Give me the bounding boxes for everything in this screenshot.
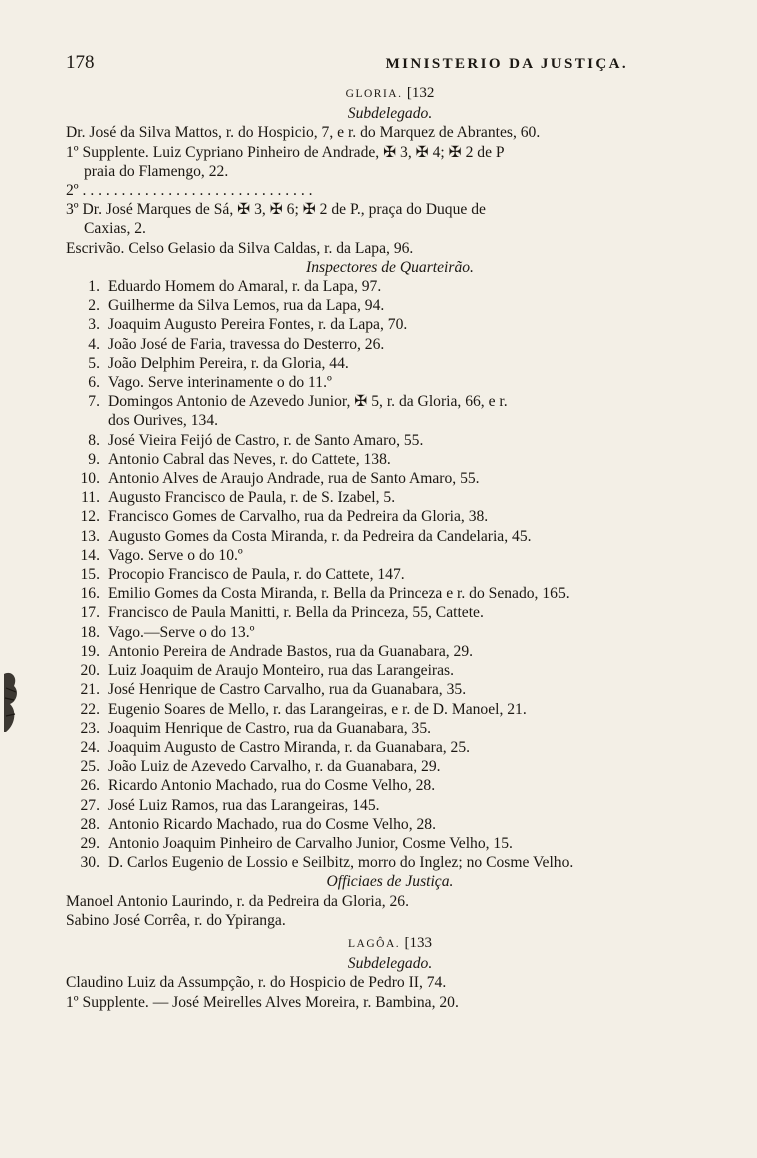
entry-number: 13. [80, 527, 100, 545]
entry-number: 27. [80, 796, 100, 814]
entry-number: 26. [80, 777, 100, 795]
parish-name: GLORIA. [345, 88, 403, 100]
subdelegado-block [66, 123, 714, 238]
entry-number: 28. [80, 815, 100, 833]
text-line: Sabino José Corrêa, r. do Ypiranga. [66, 911, 286, 929]
inspector-entry [66, 834, 714, 853]
inspector-entry [66, 584, 714, 603]
entry-number: 30. [80, 854, 100, 872]
inspector-entry [66, 507, 714, 526]
text-line: praia do Flamengo, 22. [84, 162, 229, 180]
inspector-entry [66, 335, 714, 354]
entry-text: Ricardo Antonio Machado, rua do Cosme Velho, 28. [108, 777, 436, 795]
inspector-entry [66, 776, 714, 795]
inspector-entry [66, 642, 714, 661]
inspector-entry [66, 527, 714, 546]
entry-number: 21. [80, 681, 100, 699]
text-line: Dr. José da Silva Mattos, r. do Hospicio, 7, e r. do Marquez de Abrantes, 60. [66, 124, 541, 142]
entry-text: João José de Faria, travessa do Desterro, 26. [108, 335, 385, 353]
entry-text: Eduardo Homem do Amaral, r. da Lapa, 97. [108, 278, 382, 296]
parish-number: [132 [406, 85, 435, 101]
inspector-entry [66, 450, 714, 469]
inspector-entry [66, 296, 714, 315]
entry-number: 4. [88, 335, 100, 353]
inspector-entry [66, 757, 714, 776]
entry-text: José Vieira Feijó de Castro, r. de Santo Amaro, 55. [108, 431, 424, 449]
entry-number: 2. [88, 297, 100, 315]
entry-number: 11. [81, 489, 100, 507]
inspector-entry [66, 488, 714, 507]
entry-text: Antonio Cabral das Neves, r. do Cattete, 138. [108, 450, 391, 468]
inspectores-list [66, 277, 714, 872]
entry-text: Vago. Serve interinamente o do 11.º [108, 374, 332, 392]
inspector-entry [66, 546, 714, 565]
entry-number: 19. [80, 642, 100, 660]
inspector-entry [66, 700, 714, 719]
document-page [66, 52, 714, 1012]
inspector-entry [66, 315, 714, 334]
inspectores-heading: Inspectores de Quarteirão. [306, 258, 474, 276]
inspector-entry [66, 853, 714, 872]
margin-ornament [0, 668, 24, 738]
entry-text: Francisco de Paula Manitti, r. Bella da Princeza, 55, Cattete. [108, 604, 484, 622]
entry-number: 22. [80, 700, 100, 718]
inspector-entry [66, 738, 714, 757]
page-header [66, 52, 714, 84]
entry-text: D. Carlos Eugenio de Lossio e Seilbitz, morro do Inglez; no Cosme Velho. [108, 854, 574, 872]
entry-text: Augusto Gomes da Costa Miranda, r. da Pedreira da Candelaria, 45. [108, 527, 532, 545]
text-line: Claudino Luiz da Assumpção, r. do Hospicio de Pedro II, 74. [66, 974, 447, 992]
inspector-entry [66, 680, 714, 699]
page-number: 178 [66, 52, 95, 73]
entry-number: 18. [80, 623, 100, 641]
entry-number: 23. [80, 719, 100, 737]
inspector-entry [66, 392, 714, 411]
text-line: 2º . . . . . . . . . . . . . . . . . . . . . . . . . . . . . . [66, 182, 313, 200]
entry-text: Luiz Joaquim de Araujo Monteiro, rua das Larangeiras. [108, 662, 454, 680]
entry-number: 20. [80, 662, 100, 680]
entry-text: Antonio Alves de Araujo Andrade, rua de Santo Amaro, 55. [108, 470, 480, 488]
inspector-entry [66, 354, 714, 373]
subdelegado-heading: Subdelegado. [347, 105, 433, 123]
entry-text: Vago.—Serve o do 13.º [108, 623, 255, 641]
parish-heading-gloria [66, 84, 714, 104]
entry-text: Antonio Ricardo Machado, rua do Cosme Velho, 28. [108, 815, 436, 833]
inspector-entry [66, 373, 714, 392]
entry-text: João Luiz de Azevedo Carvalho, r. da Guanabara, 29. [108, 758, 441, 776]
inspector-entry [66, 623, 714, 642]
entry-text: Augusto Francisco de Paula, r. de S. Izabel, 5. [108, 489, 396, 507]
entry-number: 3. [88, 316, 100, 334]
lagoa-block [66, 973, 714, 1011]
entry-number: 14. [80, 546, 100, 564]
entry-text: José Luiz Ramos, rua das Larangeiras, 145. [108, 796, 380, 814]
entry-text: Domingos Antonio de Azevedo Junior, ✠ 5, r. da Gloria, 66, e r. [108, 393, 508, 411]
entry-text: Emilio Gomes da Costa Miranda, r. Bella da Princeza e r. do Senado, 165. [108, 585, 570, 603]
parish-name: LAGÔA. [348, 937, 401, 950]
entry-number: 25. [80, 758, 100, 776]
inspector-entry [66, 603, 714, 622]
text-line: 1º Supplente. Luiz Cypriano Pinheiro de Andrade, ✠ 3, ✠ 4; ✠ 2 de P [66, 143, 505, 161]
entry-text: Joaquim Augusto de Castro Miranda, r. da Guanabara, 25. [108, 738, 471, 756]
entry-number: 8. [88, 431, 100, 449]
entry-text: Vago. Serve o do 10.º [108, 546, 243, 564]
inspector-entry [66, 277, 714, 296]
inspector-entry [66, 661, 714, 680]
entry-text: Antonio Pereira de Andrade Bastos, rua da Guanabara, 29. [108, 642, 474, 660]
entry-number: 17. [80, 604, 100, 622]
entry-number: 24. [80, 738, 100, 756]
entry-text: João Delphim Pereira, r. da Gloria, 44. [108, 354, 349, 372]
inspector-entry [66, 796, 714, 815]
entry-number: 29. [80, 834, 100, 852]
entry-number: 1. [88, 278, 100, 296]
officiaes-heading: Officiaes de Justiça. [326, 873, 454, 891]
inspector-entry [66, 431, 714, 450]
inspector-entry [66, 469, 714, 488]
entry-text: Guilherme da Silva Lemos, rua da Lapa, 94. [108, 297, 385, 315]
inspector-entry [66, 719, 714, 738]
text-line: 1º Supplente. — José Meirelles Alves Moreira, r. Bambina, 20. [66, 993, 459, 1011]
entry-text: Joaquim Henrique de Castro, rua da Guanabara, 35. [108, 719, 432, 737]
entry-number: 9. [88, 450, 100, 468]
parish-heading-lagoa [66, 934, 714, 954]
entry-text: Francisco Gomes de Carvalho, rua da Pedreira da Gloria, 38. [108, 508, 489, 526]
entry-text: José Henrique de Castro Carvalho, rua da Guanabara, 35. [108, 681, 467, 699]
text-line: 3º Dr. José Marques de Sá, ✠ 3, ✠ 6; ✠ 2 de P., praça do Duque de [66, 201, 486, 219]
entry-text: Antonio Joaquim Pinheiro de Carvalho Junior, Cosme Velho, 15. [108, 834, 513, 852]
parish-number: [133 [404, 934, 432, 951]
entry-number: 10. [80, 470, 100, 488]
running-title: MINISTERIO DA JUSTIÇA. [385, 56, 628, 72]
entry-text: Procopio Francisco de Paula, r. do Cattete, 147. [108, 566, 405, 584]
entry-number: 6. [88, 374, 100, 392]
entry-number: 16. [80, 585, 100, 603]
escrivao-line: Escrivão. Celso Gelasio da Silva Caldas, r. da Lapa, 96. [66, 239, 414, 257]
entry-number: 15. [80, 566, 100, 584]
inspector-entry [66, 815, 714, 834]
text-line: Caxias, 2. [84, 220, 146, 238]
inspector-entry [66, 411, 714, 430]
entry-text: dos Ourives, 134. [108, 412, 219, 430]
entry-text: Eugenio Soares de Mello, r. das Larangeiras, e r. de D. Manoel, 21. [108, 700, 527, 718]
inspector-entry [66, 565, 714, 584]
entry-number: 5. [88, 354, 100, 372]
officiaes-block [66, 892, 714, 930]
entry-number: 12. [80, 508, 100, 526]
entry-text: Joaquim Augusto Pereira Fontes, r. da Lapa, 70. [108, 316, 408, 334]
subdelegado-heading: Subdelegado. [347, 955, 433, 973]
text-line: Manoel Antonio Laurindo, r. da Pedreira da Gloria, 26. [66, 892, 409, 910]
entry-number: 7. [88, 393, 100, 411]
